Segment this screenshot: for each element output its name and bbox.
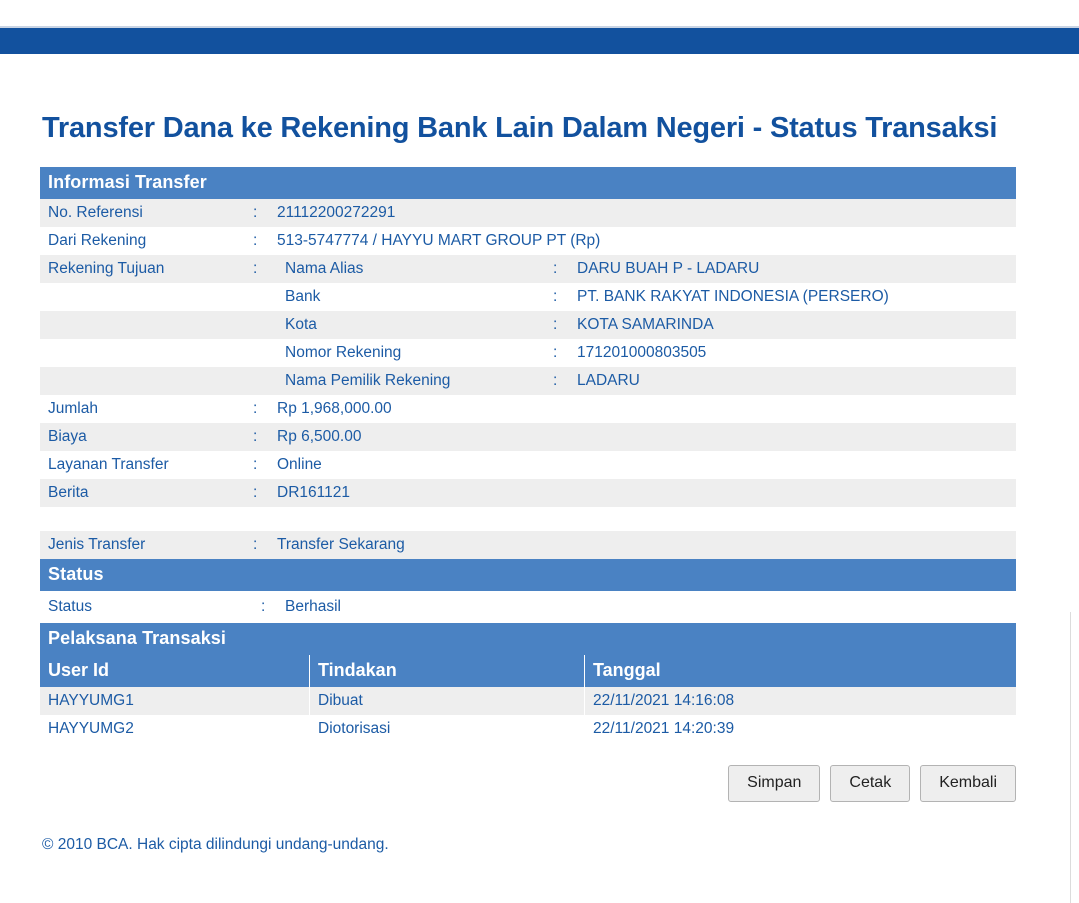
value-layanan-transfer: Online: [277, 456, 322, 473]
label-biaya: Biaya: [40, 423, 253, 451]
cell-tindakan: Diotorisasi: [310, 715, 585, 743]
row-rekening-tujuan-bank: [40, 283, 1016, 311]
value-status: Berhasil: [277, 591, 1016, 623]
top-white-bar: [0, 0, 1079, 28]
print-button[interactable]: Cetak: [830, 765, 910, 802]
status-header: Status: [40, 559, 1016, 591]
colon-12: :: [253, 479, 277, 507]
colon-6: :: [553, 311, 577, 339]
colon-5: :: [553, 288, 558, 305]
row-status: [40, 591, 1016, 623]
label-rekening-tujuan: Rekening Tujuan: [40, 255, 253, 283]
cell-tindakan: Dibuat: [310, 687, 585, 715]
value-kota: KOTA SAMARINDA: [577, 311, 1016, 339]
colon-1: :: [253, 199, 277, 227]
colon-empty-2: [253, 311, 277, 339]
row-rekening-tujuan-kota: [40, 311, 1016, 339]
colon-7: :: [553, 344, 558, 361]
row-berita: [40, 479, 1016, 507]
label-kota: Kota: [277, 311, 553, 339]
colon-14: :: [253, 591, 277, 623]
row-jumlah: [40, 395, 1016, 423]
back-button[interactable]: Kembali: [920, 765, 1016, 802]
row-rekening-tujuan-pemilik: [40, 367, 1016, 395]
status-header-row: [40, 559, 1016, 591]
page-content: [0, 112, 1079, 854]
table-row: [40, 715, 1016, 743]
executor-header: Pelaksana Transaksi: [40, 623, 1016, 655]
column-tindakan: Tindakan: [310, 655, 585, 687]
label-dari-rekening: Dari Rekening: [48, 232, 147, 249]
brand-blue-bar: [0, 28, 1079, 54]
row-biaya: [40, 423, 1016, 451]
row-jenis-transfer: [40, 531, 1016, 559]
row-layanan-transfer: [40, 451, 1016, 479]
label-jumlah: Jumlah: [48, 400, 98, 417]
value-biaya: Rp 6,500.00: [277, 423, 1016, 451]
label-nama-pemilik-rekening: Nama Pemilik Rekening: [277, 367, 553, 395]
spacer-row: [40, 507, 1016, 531]
page-title: Transfer Dana ke Rekening Bank Lain Dalam Negeri - Status Transaksi: [42, 112, 998, 144]
table-row: [40, 687, 1016, 715]
row-no-referensi: [40, 199, 1016, 227]
value-dari-rekening: 513-5747774 / HAYYU MART GROUP PT (Rp): [277, 232, 601, 249]
label-status: Status: [40, 591, 253, 623]
row-rekening-tujuan-nomor: [40, 339, 1016, 367]
value-bank: PT. BANK RAKYAT INDONESIA (PERSERO): [577, 288, 889, 305]
transfer-info-table: [40, 167, 1016, 655]
value-nomor-rekening: 171201000803505: [577, 344, 707, 361]
colon-empty-1: [253, 283, 277, 311]
value-jumlah: Rp 1,968,000.00: [277, 400, 392, 417]
cell-user-id: HAYYUMG1: [40, 687, 310, 715]
row-rekening-tujuan-nama-alias: [40, 255, 1016, 283]
colon-2: :: [253, 232, 258, 249]
label-jenis-transfer: Jenis Transfer: [40, 531, 253, 559]
column-tanggal: Tanggal: [585, 655, 1017, 687]
page-scrollbar[interactable]: [1070, 612, 1079, 903]
save-button[interactable]: Simpan: [728, 765, 820, 802]
column-user-id: User Id: [40, 655, 310, 687]
value-nama-pemilik-rekening: LADARU: [577, 367, 1016, 395]
label-empty-1: [40, 283, 253, 311]
action-buttons: [40, 765, 1016, 802]
label-no-referensi: No. Referensi: [40, 199, 253, 227]
colon-11: :: [253, 456, 258, 473]
colon-4: :: [553, 255, 577, 283]
value-berita: DR161121: [277, 479, 1016, 507]
cell-user-id: HAYYUMG2: [40, 715, 310, 743]
cell-tanggal: 22/11/2021 14:20:39: [585, 715, 1017, 743]
label-empty-2: [40, 311, 253, 339]
label-empty-3: [40, 339, 253, 367]
row-dari-rekening: [40, 227, 1016, 255]
label-nomor-rekening: Nomor Rekening: [285, 344, 402, 361]
colon-empty-4: [253, 367, 277, 395]
executor-header-row: [40, 623, 1016, 655]
value-nama-alias: DARU BUAH P - LADARU: [577, 255, 1016, 283]
colon-8: :: [553, 367, 577, 395]
value-jenis-transfer: Transfer Sekarang: [277, 531, 1016, 559]
label-bank: Bank: [285, 288, 321, 305]
cell-tanggal: 22/11/2021 14:16:08: [585, 687, 1017, 715]
label-empty-4: [40, 367, 253, 395]
transfer-info-header: Informasi Transfer: [40, 167, 1016, 199]
label-layanan-transfer: Layanan Transfer: [48, 456, 169, 473]
copyright-footer: © 2010 BCA. Hak cipta dilindungi undang-undang.: [42, 836, 389, 853]
transfer-info-header-row: [40, 167, 1016, 199]
colon-empty-3: [253, 339, 277, 367]
label-nama-alias: Nama Alias: [277, 255, 553, 283]
colon-9: :: [253, 400, 258, 417]
value-no-referensi: 21112200272291: [277, 199, 1016, 227]
label-berita: Berita: [40, 479, 253, 507]
colon-10: :: [253, 423, 277, 451]
executor-header-columns: [40, 655, 1016, 687]
colon-13: :: [253, 531, 277, 559]
executor-table: [40, 655, 1016, 743]
colon-3: :: [253, 255, 277, 283]
